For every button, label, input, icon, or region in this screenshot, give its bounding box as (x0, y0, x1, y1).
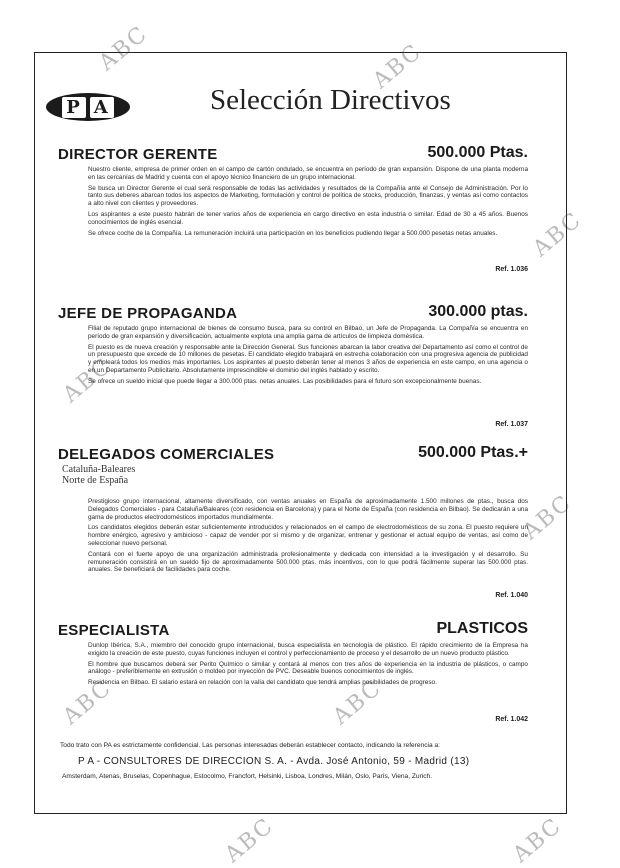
job-description (88, 498, 528, 577)
job-paragraph: Contará con el fuerte apoyo de una organización administrada profesionalmente y dedicada con intensidad a la investigación y el desarrollo. Su remuneración consistirá en un sueldo fijo de aproximadamente 500.000 ptas. más incentivos, con lo que podrá fácilmente superar las 500.000 ptas. anuales. Se beneficiará de facilidades para coche. (88, 550, 528, 574)
job-salary: 500.000 Ptas. (427, 144, 528, 161)
job-description (88, 642, 528, 690)
watermark-abc: ABC (58, 353, 117, 408)
watermark-abc: ABC (328, 675, 387, 730)
watermark-abc: ABC (220, 813, 279, 868)
watermark-abc: ABC (508, 813, 567, 868)
watermark-abc: ABC (518, 490, 577, 545)
job-salary: 500.000 Ptas.+ (418, 444, 528, 461)
job-paragraph: Dunlop Ibérica, S.A., miembro del conocido grupo internacional, busca especialista en tecnología de plástico. El rápido crecimiento de la Empresa ha exigido la creación de este puesto, cuyas funciones incluyen el control y perfeccionamiento de proceso y el desarrollo de un nuevo producto plástico. (88, 642, 528, 657)
job-reference: Ref. 1.040 (495, 592, 528, 599)
job-paragraph: Se busca un Director Gerente el cual será responsable de todas las actividades y resultados de la Compañía ante el Consejo de Administración. Por lo tanto sus deberes abarcan todos los aspectos de Marketing, formulación y control de política de stocks, producción, finanzas, y ventas así como contactos a alto nivel con clientes y proveedores. (88, 184, 528, 208)
confidentiality-note: Todo trato con PA es estrictamente confidencial. Las personas interesadas deberán establecer contacto, indicando la referencia a: (60, 742, 440, 749)
job-paragraph: Los aspirantes a este puesto habrán de tener varios años de experiencia en cargo directivo en esta industria o similar. Edad de 30 a 45 años. Buenos conocimientos de inglés esencial. (88, 210, 528, 226)
job-reference: Ref. 1.042 (495, 716, 528, 723)
job-paragraph: Se ofrece coche de la Compañía. La remuneración incluirá una participación en los beneficios pudiendo llegar a 500.000 pesetas netas anuales. (88, 229, 498, 237)
watermark-abc: ABC (528, 207, 587, 262)
job-paragraph: Residencia en Bilbao. El salario estará en relación con la valía del candidato que tendrá amplias posibilidades de progreso. (88, 679, 437, 687)
job-paragraph: Filial de reputado grupo internacional de bienes de consumo busca, para su control en Bilbao, un Jefe de Propaganda. La Compañía se encuentra en período de gran expansión y diversificación, actualmente explota una amplia gama de artículos de limpieza doméstica. (88, 325, 528, 340)
job-paragraph: Nuestro cliente, empresa de primer orden en el campo de cartón ondulado, se encuentra en período de gran expansión. Dispone de una planta moderna en las cercanías de Madrid y cuenta con el apoyo técnico financiero de un grupo internacional. (88, 166, 528, 181)
ad-jefe-propaganda (58, 305, 528, 435)
job-reference: Ref. 1.036 (495, 266, 528, 273)
job-title: JEFE DE PROPAGANDA (58, 305, 238, 322)
company-address: P A - CONSULTORES DE DIRECCION S. A. - Avda. José Antonio, 59 - Madrid (13) (78, 756, 470, 767)
job-paragraph: Los candidatos elegidos deberán estar suficientemente introducidos y relacionados en el campo de electrodomésticos de su zona. El puesto requiere un hombre enérgico, agresivo y ambicioso - capaz de vender por sí mismo y de organizar, entrenar y gestionar el actual equipo de ventas, así como de seleccionar nuevo personal. (88, 524, 528, 547)
ad-director-gerente (58, 146, 528, 278)
job-title: DELEGADOS COMERCIALES (58, 446, 275, 463)
job-title: ESPECIALISTA (58, 622, 170, 639)
job-paragraph: El puesto es de nueva creación y responsable ante la Dirección General. Sus funciones abarcan la labor creativa del Departamento así como el control de un presupuesto que excede de 10 millones de pesetas. El candidato elegido trabajará en estrecha colaboración con una progresiva agencia de publicidad y empleará todos los medios más importantes. Los aspirantes al puesto deberán tener al menos 3 años de experiencia en este campo, en una agencia o en un Departamento Publicitario. Absolutamente imprescindible el dominio del inglés hablado y escrito. (88, 343, 528, 374)
region-line: Norte de España (62, 475, 129, 486)
job-regions (62, 464, 135, 486)
logo-letter-p: P (62, 97, 86, 118)
region-line: Cataluña-Baleares (62, 464, 136, 475)
job-reference: Ref. 1.037 (495, 421, 528, 428)
job-salary: 300.000 ptas. (428, 303, 528, 320)
watermark-abc: ABC (58, 675, 117, 730)
ad-delegados-comerciales (58, 446, 528, 606)
logo-letter-a: A (90, 97, 114, 118)
job-description (88, 325, 528, 389)
watermark-abc: ABC (94, 21, 153, 76)
job-paragraph: Se ofrece un sueldo inicial que puede llegar a 300.000 ptas. netas anuales. Las posibilidades para el futuro son excepcionalmente buenas. (88, 377, 482, 385)
job-description (88, 166, 528, 240)
pa-logo (46, 93, 130, 121)
job-title: DIRECTOR GERENTE (58, 146, 218, 163)
job-paragraph: Prestigioso grupo internacional, altamente diversificado, con ventas anuales en España de aproximadamente 1.500 millones de ptas., busca dos Delegados Comerciales - para Cataluña/Baleares (con residencia en Barcelona) y para el Norte de España (con residencia en Bilbao). Se dedicarán a una gama de productos electrodomésticos importados mundialmente. (88, 498, 528, 521)
page-title: Selección Directivos (210, 84, 451, 116)
watermark-abc: ABC (368, 39, 427, 94)
office-cities: Amsterdam, Atenas, Bruselas, Copenhague, Estocolmo, Francfort, Helsinki, Lisboa, Londres, Milán, Oslo, París, Viena, Zurich. (62, 773, 433, 780)
job-paragraph: El hombre que buscamos deberá ser Perito Químico o similar y contará al menos con tres años de experiencia en la industria de plásticos, o campo análogo - preferiblemente en extrusión o moldeo por inyección de PVC. Deseable buenos conocimientos de inglés. (88, 660, 528, 676)
job-salary: PLASTICOS (436, 620, 528, 637)
ad-especialista-plasticos (58, 622, 528, 732)
